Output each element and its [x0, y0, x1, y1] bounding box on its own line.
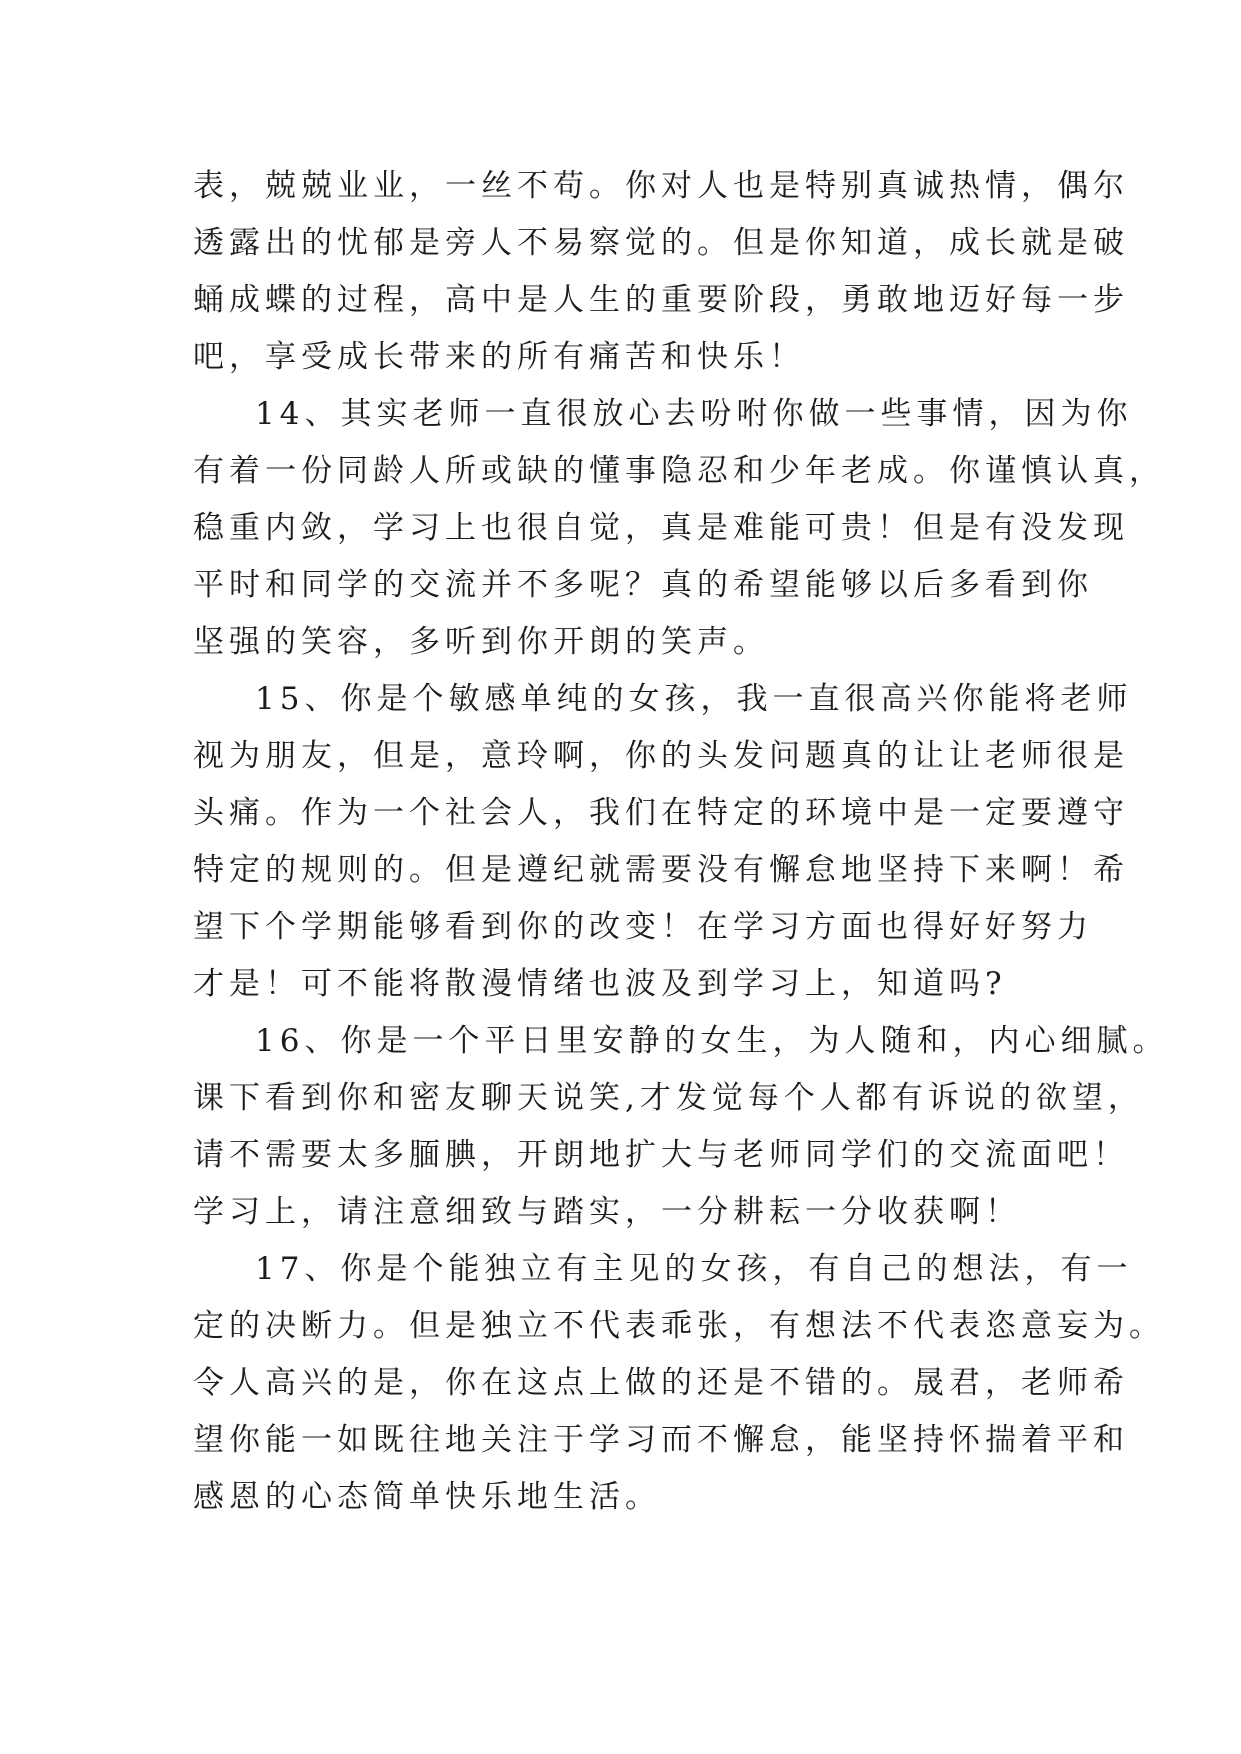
- text-line: 望下个学期能够看到你的改变！在学习方面也得好好努力: [193, 909, 1093, 945]
- paragraph-first-line: 15、你是个敏感单纯的女孩，我一直很高兴你能将老师: [255, 681, 1133, 717]
- text-line: 感恩的心态简单快乐地生活。: [193, 1479, 661, 1515]
- text-line: 令人高兴的是，你在这点上做的还是不错的。晟君，老师希: [193, 1365, 1129, 1401]
- paragraph-first-line: 14、其实老师一直很放心去吩咐你做一些事情，因为你: [255, 396, 1133, 432]
- text-line: 课下看到你和密友聊天说笑,才发觉每个人都有诉说的欲望，: [193, 1080, 1144, 1116]
- document-body: [193, 158, 1169, 1526]
- text-line: 透露出的忧郁是旁人不易察觉的。但是你知道，成长就是破: [193, 225, 1129, 261]
- text-line: 有着一份同龄人所或缺的懂事隐忍和少年老成。你谨慎认真，: [193, 453, 1165, 489]
- text-line: 蛹成蝶的过程，高中是人生的重要阶段，勇敢地迈好每一步: [193, 282, 1129, 318]
- text-line: 才是！可不能将散漫情绪也波及到学习上，知道吗?: [193, 966, 1007, 1002]
- text-line: 坚强的笑容，多听到你开朗的笑声。: [193, 624, 769, 660]
- paragraph-first-line: 16、你是一个平日里安静的女生，为人随和，内心细腻。: [255, 1023, 1169, 1059]
- text-line: 特定的规则的。但是遵纪就需要没有懈怠地坚持下来啊！希: [193, 852, 1129, 888]
- text-line: 望你能一如既往地关注于学习而不懈怠，能坚持怀揣着平和: [193, 1422, 1129, 1458]
- text-line: 平时和同学的交流并不多呢？真的希望能够以后多看到你: [193, 567, 1093, 603]
- text-line: 定的决断力。但是独立不代表乖张，有想法不代表恣意妄为。: [193, 1308, 1165, 1344]
- text-line: 稳重内敛，学习上也很自觉，真是难能可贵！但是有没发现: [193, 510, 1129, 546]
- text-line: 视为朋友，但是，意玲啊，你的头发问题真的让让老师很是: [193, 738, 1129, 774]
- text-line: 学习上，请注意细致与踏实，一分耕耘一分收获啊！: [193, 1194, 1021, 1230]
- text-line: 表，兢兢业业，一丝不苟。你对人也是特别真诚热情，偶尔: [193, 168, 1129, 204]
- paragraph-first-line: 17、你是个能独立有主见的女孩，有自己的想法，有一: [255, 1251, 1133, 1287]
- text-line: 吧，享受成长带来的所有痛苦和快乐！: [193, 339, 805, 375]
- text-line: 请不需要太多腼腆，开朗地扩大与老师同学们的交流面吧！: [193, 1137, 1129, 1173]
- text-line: 头痛。作为一个社会人，我们在特定的环境中是一定要遵守: [193, 795, 1129, 831]
